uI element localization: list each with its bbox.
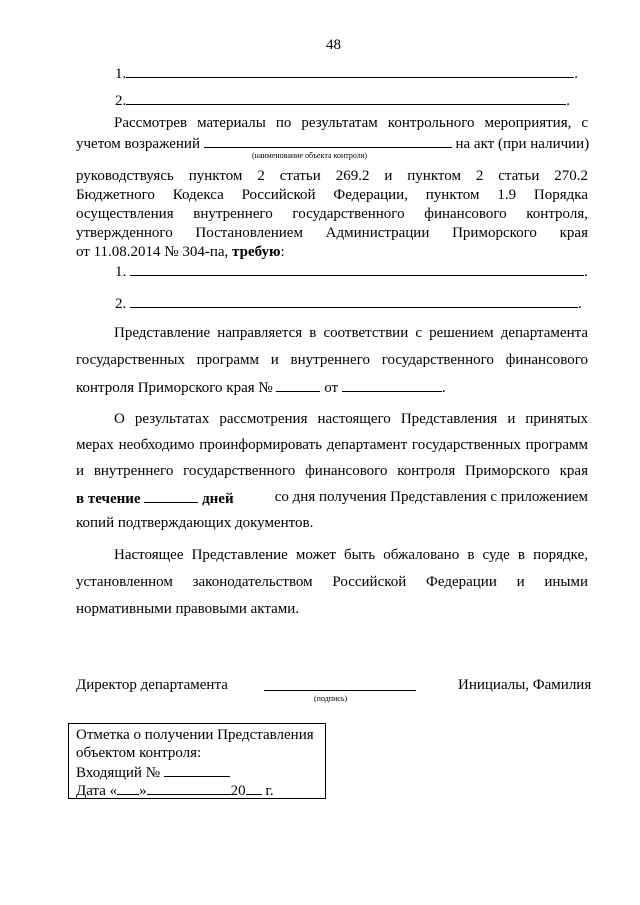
fill-line bbox=[126, 90, 566, 105]
para3-mid: от bbox=[324, 380, 339, 396]
date-year-line bbox=[246, 780, 262, 795]
para4-line2: мерах необходимо проинформировать департамент государственных программ bbox=[76, 437, 588, 453]
incoming-number-line bbox=[164, 762, 230, 777]
incoming-label: Входящий № bbox=[76, 765, 161, 781]
objection-field-line bbox=[204, 133, 452, 148]
para4-line3: и внутреннего государственного финансового контроля Приморского края bbox=[76, 463, 588, 479]
para2-line2: Бюджетного Кодекса Российской Федерации, пунктом 1.9 Порядка bbox=[76, 187, 588, 203]
demand-word: требую bbox=[232, 244, 281, 260]
signature-caption: (подпись) bbox=[314, 694, 348, 703]
date-label: Дата « bbox=[76, 783, 118, 799]
date-year: 20 bbox=[230, 783, 246, 799]
item-end: . bbox=[574, 66, 578, 82]
page-number: 48 bbox=[326, 37, 341, 53]
term-label: в течение bbox=[76, 491, 141, 507]
para5-line3: нормативными правовыми актами. bbox=[76, 601, 300, 617]
para2-line1: руководствуясь пунктом 2 статьи 269.2 и пунктом 2 статьи 270.2 bbox=[76, 168, 588, 184]
para2-line4: утвержденного Постановлением Администрации Приморского края bbox=[76, 225, 588, 241]
list-top-item-2 bbox=[115, 90, 570, 110]
date-day-line bbox=[117, 780, 139, 795]
list-demand-item-1 bbox=[115, 261, 588, 281]
receipt-date-row bbox=[76, 780, 274, 800]
para3-line1: Представление направляется в соответствии с решением департамента bbox=[114, 325, 588, 341]
incoming-number-row bbox=[76, 762, 230, 782]
para5-line2: установленном законодательством Российской Федерации и иными bbox=[76, 574, 588, 590]
decision-date-line bbox=[342, 377, 442, 392]
item-number: 1. bbox=[115, 66, 127, 82]
para2-line3: осуществления внутреннего государственного финансового контроля, bbox=[76, 206, 588, 222]
para5-line1: Настоящее Представление может быть обжаловано в суде в порядке, bbox=[114, 547, 588, 563]
para3-end: . bbox=[441, 380, 446, 396]
date-month-line bbox=[147, 780, 231, 795]
days-label: дней bbox=[202, 491, 234, 507]
fill-line bbox=[130, 261, 584, 276]
item-number: 1. bbox=[115, 264, 127, 280]
item-number: 2. bbox=[115, 296, 127, 312]
date-end: г. bbox=[265, 783, 274, 799]
para1-suffix: на акт (при наличии) bbox=[455, 136, 590, 152]
days-line bbox=[144, 488, 198, 503]
para2-line5 bbox=[76, 243, 285, 261]
item-end: . bbox=[584, 264, 588, 280]
para1-line1: Рассмотрев материалы по результатам контрольного мероприятия, с bbox=[114, 115, 588, 131]
para3-line2: государственных программ и внутреннего государственного финансового bbox=[76, 352, 588, 368]
fill-line bbox=[126, 63, 574, 78]
date-quote: » bbox=[139, 783, 147, 799]
object-caption: (наименование объекта контроля) bbox=[252, 151, 368, 160]
para4-line1: О результатах рассмотрения настоящего Представления и принятых bbox=[114, 411, 588, 427]
decision-number-line bbox=[276, 377, 320, 392]
director-title: Директор департамента bbox=[76, 677, 228, 693]
para1-line2 bbox=[76, 133, 588, 153]
receipt-line2: объектом контроля: bbox=[76, 745, 202, 761]
para3-prefix: контроля Приморского края № bbox=[76, 380, 273, 396]
fill-line bbox=[130, 293, 578, 308]
para4-line4-rest: со дня получения Представления с приложением bbox=[274, 489, 588, 505]
receipt-box bbox=[68, 723, 326, 799]
list-top-item-1 bbox=[115, 63, 578, 83]
initials-surname: Инициалы, Фамилия bbox=[458, 677, 592, 693]
receipt-line1: Отметка о получении Представления bbox=[76, 727, 314, 743]
list-demand-item-2 bbox=[115, 293, 582, 313]
item-end: . bbox=[566, 93, 570, 109]
item-number: 2. bbox=[115, 93, 127, 109]
para4-line5: копий подтверждающих документов. bbox=[76, 515, 314, 531]
colon: : bbox=[280, 244, 285, 260]
item-end: . bbox=[578, 296, 582, 312]
para3-line3 bbox=[76, 377, 446, 397]
para1-prefix: учетом возражений bbox=[76, 136, 200, 152]
para2-line5-prefix: от 11.08.2014 № 304-па, bbox=[76, 244, 229, 260]
signature-line bbox=[264, 690, 416, 691]
para4-line4 bbox=[76, 488, 588, 508]
